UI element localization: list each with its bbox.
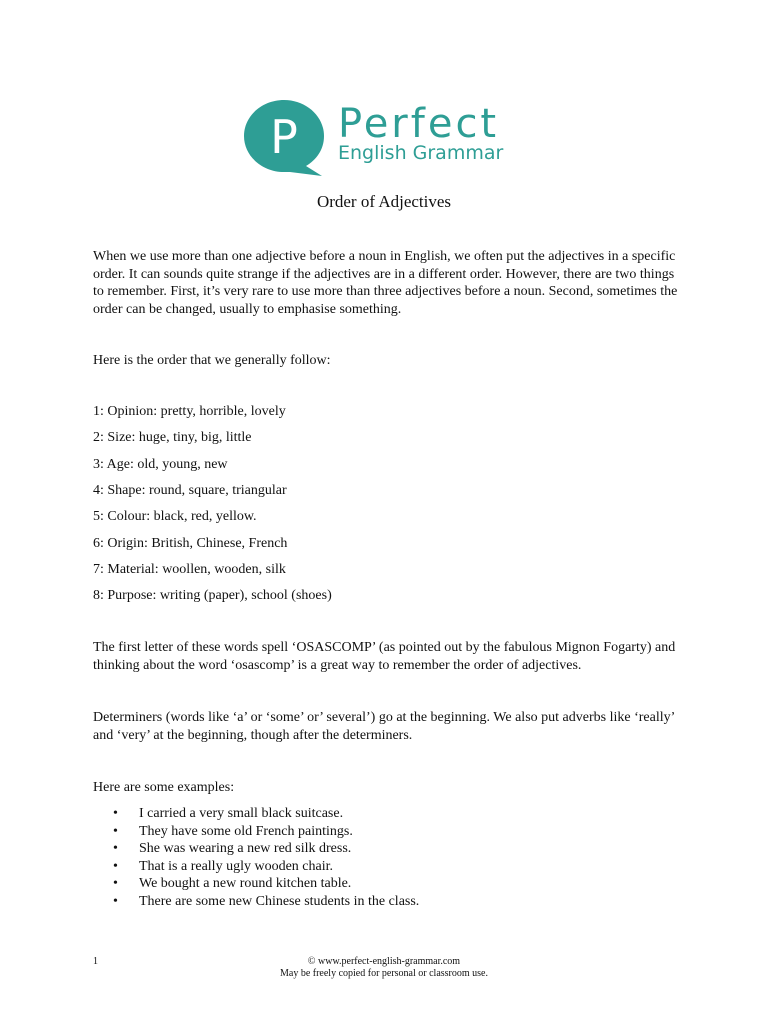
example-text: There are some new Chinese students in the class. <box>139 893 420 909</box>
bullet-icon: • <box>113 893 118 909</box>
bullet-icon: • <box>113 876 118 891</box>
determiners-paragraph: Determiners (words like ‘a’ or ‘some’ or’ several’) go at the beginning. We also put adverbs like ‘really’ and ‘very’ at the beginning, though after the determiners. <box>93 710 675 743</box>
logo-text-english-grammar: English Grammar <box>338 142 504 164</box>
bullet-icon: • <box>113 806 118 821</box>
bullet-icon: • <box>113 858 118 874</box>
intro-paragraph: When we use more than one adjective before a noun in English, we often put the adjectives in a specific order. It can sounds quite strange if the adjectives are in a different order. However, there are two things to remember. First, it’s very rare to use more than three adjectives before a noun. Second, sometimes the order can be changed, usually to emphasise something. <box>93 249 678 317</box>
bullet-icon: • <box>113 823 118 839</box>
order-item-age: 3: Age: old, young, new <box>93 457 228 472</box>
order-item-purpose: 8: Purpose: writing (paper), school (shoes) <box>93 588 332 603</box>
list-item <box>113 840 419 858</box>
example-text: We bought a new round kitchen table. <box>139 876 352 891</box>
list-item <box>113 805 419 823</box>
footer-copyright: © www.perfect-english-grammar.com <box>307 956 461 967</box>
logo-letter: P <box>270 110 298 164</box>
osascomp-paragraph: The first letter of these words spell ‘OSASCOMP’ (as pointed out by the fabulous Mignon Fogarty) and thinking about the word ‘osascomp’ is a great way to remember the order of adjectives. <box>93 640 676 673</box>
list-item <box>113 893 419 911</box>
order-item-colour: 5: Colour: black, red, yellow. <box>93 509 257 524</box>
footer-note: May be freely copied for personal or classroom use. <box>280 968 488 979</box>
bullet-icon: • <box>113 841 118 856</box>
examples-intro: Here are some examples: <box>93 780 235 795</box>
footer <box>0 956 768 980</box>
examples-list <box>113 805 419 910</box>
order-intro: Here is the order that we generally follow: <box>93 353 331 368</box>
example-text: That is a really ugly wooden chair. <box>139 858 333 874</box>
order-item-size: 2: Size: huge, tiny, big, little <box>93 430 252 445</box>
order-item-material: 7: Material: woollen, wooden, silk <box>93 562 286 577</box>
page-number: 1 <box>93 956 98 967</box>
logo-text-perfect: Perfect <box>338 101 500 147</box>
order-item-shape: 4: Shape: round, square, triangular <box>93 483 287 498</box>
example-text: I carried a very small black suitcase. <box>139 806 344 821</box>
order-item-origin: 6: Origin: British, Chinese, French <box>93 536 288 551</box>
example-text: She was wearing a new red silk dress. <box>139 841 352 856</box>
example-text: They have some old French paintings. <box>139 823 353 839</box>
list-item <box>113 858 419 876</box>
page-title: Order of Adjectives <box>316 192 452 211</box>
list-item <box>113 875 419 893</box>
list-item <box>113 823 419 841</box>
order-item-opinion: 1: Opinion: pretty, horrible, lovely <box>93 404 286 419</box>
